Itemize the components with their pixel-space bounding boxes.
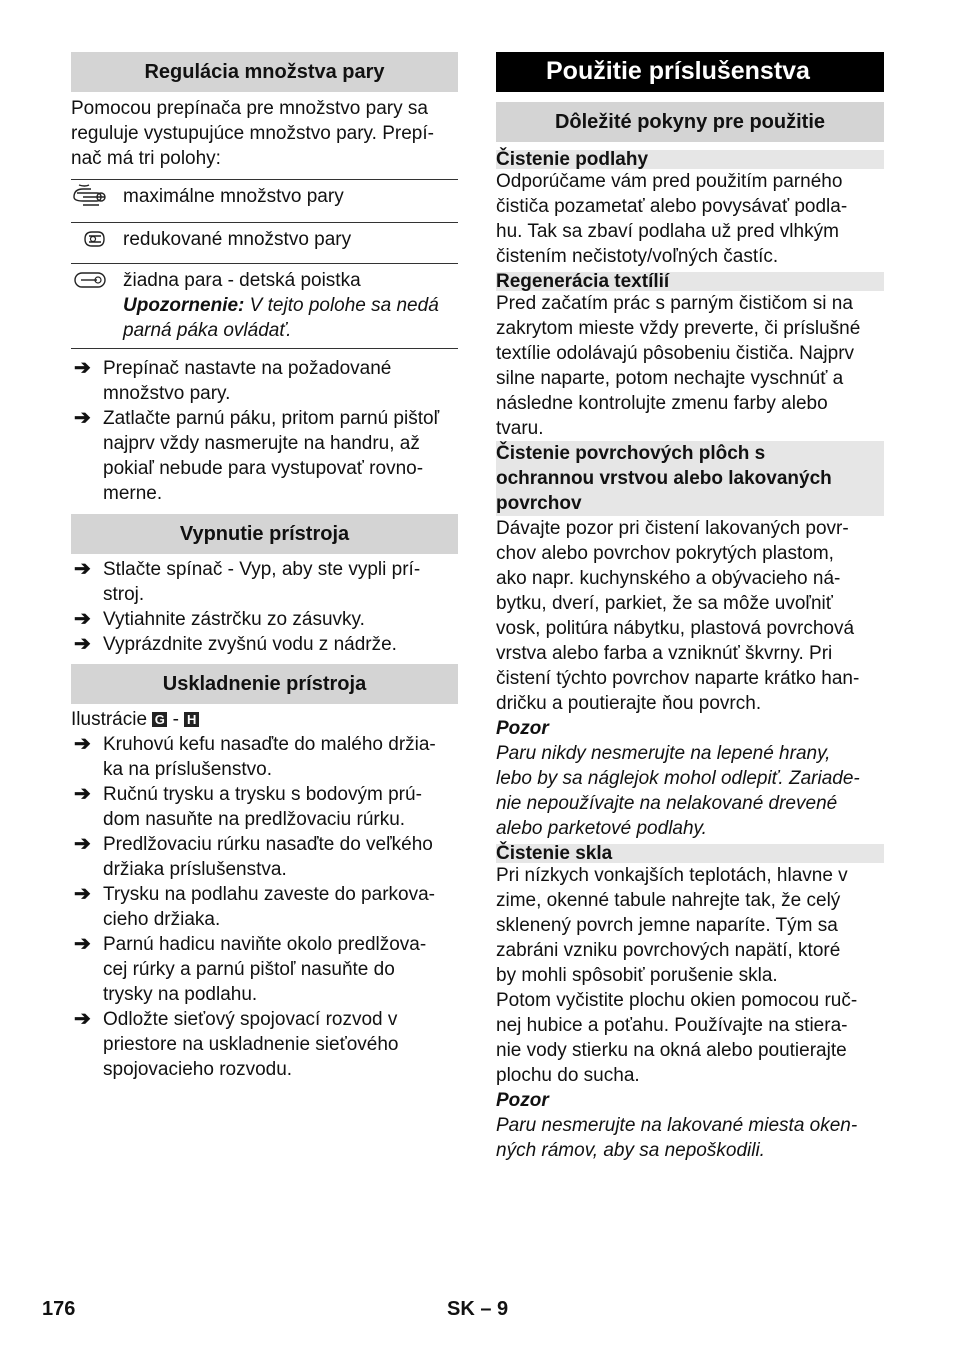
intro-line: Pomocou prepínača pre množstvo pary sa	[71, 98, 428, 119]
steam-reduced-icon	[71, 223, 123, 264]
illustration-h-badge: H	[184, 712, 199, 727]
page-number: 176	[42, 1298, 76, 1320]
glass-paragraph: Pri nízkych vonkajších teplotách, hlavne v zime, okenné tabule nahrejte tak, že celý sklenený povrch jemne naparíte. Tým sa zabráni vzniku povrchových napätí, ktoré by mohli spôsobiť porušenie skla. Potom vyčistite plochu okien pomocou ruč- nej hubice a poťahu. Používajte na stiera- nie vody stierku na okná alebo poutierajte plochu do sucha.	[496, 865, 858, 1086]
arrow-right-icon: ➔	[74, 783, 91, 805]
warning-paragraph: Paru nesmerujte na lakované miesta oken- ných rámov, aby sa nepoškodili.	[496, 1115, 858, 1161]
intro-line: reguluje vystupujúce množstvo pary. Prepí-	[71, 123, 434, 144]
list-item: ➔ Trysku na podlahu zaveste do parkova- cieho držiaka.	[74, 883, 435, 930]
illustration-reference: Ilustrácie G - H	[71, 707, 458, 732]
chapter-title: Použitie príslušenstva	[496, 52, 884, 92]
list-item: ➔ Parnú hadicu naviňte okolo predlžova- cej rúrky a parnú pištoľ nasuňte do trysky na podlahu.	[74, 933, 427, 1005]
section-code: SK – 9	[447, 1298, 509, 1320]
arrow-right-icon: ➔	[74, 633, 91, 655]
floor-paragraph: Odporúčame vám pred použitím parného čističa pozametať alebo povysávať podla- hu. Tak sa zbaví podlaha už pred vlhkým čistením nečistoty/voľných častíc.	[496, 171, 848, 267]
steam-off-icon	[71, 264, 123, 349]
steam-max-label: maximálne množstvo pary	[123, 180, 458, 223]
warning-paragraph: Paru nikdy nesmerujte na lepené hrany, lebo by sa náglejok mohol odlepiť. Zariade- nie nepoužívajte na nelakované drevené alebo parketové podlahy.	[496, 743, 860, 839]
steam-steps-list	[71, 356, 458, 506]
arrow-right-icon: ➔	[74, 883, 91, 905]
subheading-coated-surfaces: Čistenie povrchových plôch s ochrannou vrstvou alebo lakovaných povrchov	[496, 441, 884, 516]
right-column	[496, 52, 884, 1163]
warning-label: Pozor	[496, 1090, 549, 1111]
note-label: Upozornenie:	[123, 295, 245, 316]
list-item: ➔ Predlžovaciu rúrku nasaďte do veľkého držiaka príslušenstva.	[74, 833, 433, 880]
steam-off-cell	[123, 264, 458, 349]
list-item: ➔ Vyprázdnite zvyšnú vodu z nádrže.	[74, 633, 397, 655]
list-item: ➔ Zatlačte parnú páku, pritom parnú pištoľ najprv vždy nasmerujte na handru, až pokiaľ nebude para vystupovať rovno- merne.	[74, 407, 440, 504]
list-item: ➔ Odložte sieťový spojovací rozvod v priestore na uskladnenie sieťového spojovacieho rozvodu.	[74, 1008, 399, 1080]
table-row	[71, 223, 458, 264]
section-heading-storage: Uskladnenie prístroja	[71, 664, 458, 704]
illustration-g-badge: G	[152, 712, 167, 727]
steam-settings-table	[71, 179, 458, 349]
arrow-right-icon: ➔	[74, 733, 91, 755]
list-item: ➔ Vytiahnite zástrčku zo zásuvky.	[74, 608, 365, 630]
arrow-right-icon: ➔	[74, 407, 91, 429]
arrow-right-icon: ➔	[74, 608, 91, 630]
intro-line: nač má tri polohy:	[71, 148, 221, 169]
section-heading-switch-off: Vypnutie prístroja	[71, 514, 458, 554]
child-lock-note	[123, 293, 458, 318]
arrow-right-icon: ➔	[74, 933, 91, 955]
coated-paragraph: Dávajte pozor pri čistení lakovaných povr- chov alebo povrchov pokrytých plastom, ako napr. kuchynského a obývacieho ná- bytku, dverí, parkiet, že sa môže uvoľniť vosk, politúra nábytku, plastová povrchová vrstva alebo farba a vzniknúť škvrny. Pri čistení týchto povrchov naparte krátko han- dričku a poutierajte ňou povrch.	[496, 518, 860, 714]
table-row	[71, 264, 458, 349]
subheading-floor: Čistenie podlahy	[496, 150, 884, 169]
note-text-line2: parná páka ovládať.	[123, 320, 292, 341]
table-row	[71, 180, 458, 223]
arrow-right-icon: ➔	[74, 1008, 91, 1030]
section-heading-instructions: Dôležité pokyny pre použitie	[496, 102, 884, 142]
section-heading-steam-regulation: Regulácia množstva pary	[71, 52, 458, 92]
subheading-textile: Regenerácia textílií	[496, 272, 884, 291]
list-item: ➔ Prepínač nastavte na požadované množstvo pary.	[74, 357, 392, 404]
subheading-glass: Čistenie skla	[496, 844, 884, 863]
steam-max-icon	[71, 180, 123, 223]
steam-off-label: žiadna para - detská poistka	[123, 270, 361, 291]
storage-list	[71, 732, 458, 1082]
switch-off-list	[71, 557, 458, 657]
textile-paragraph: Pred začatím prác s parným čističom si na zakrytom mieste vždy preverte, či príslušné textílie odolávajú pôsobeniu čističa. Najprv silne naparte, potom nechajte vyschnúť a následne kontrolujte zmenu farby alebo tvaru.	[496, 293, 861, 439]
list-item: ➔ Kruhovú kefu nasaďte do malého držia- ka na príslušenstvo.	[74, 733, 436, 780]
warning-label: Pozor	[496, 718, 549, 739]
left-column	[71, 52, 458, 1082]
arrow-right-icon: ➔	[74, 558, 91, 580]
arrow-right-icon: ➔	[74, 833, 91, 855]
list-item: ➔ Stlačte spínač - Vyp, aby ste vypli prí- stroj.	[74, 558, 421, 605]
note-text: V tejto polohe sa nedá	[244, 295, 439, 316]
arrow-right-icon: ➔	[74, 357, 91, 379]
steam-reduced-label: redukované množstvo pary	[123, 223, 458, 264]
list-item: ➔ Ručnú trysku a trysku s bodovým prú- dom nasuňte na predlžovaciu rúrku.	[74, 783, 422, 830]
